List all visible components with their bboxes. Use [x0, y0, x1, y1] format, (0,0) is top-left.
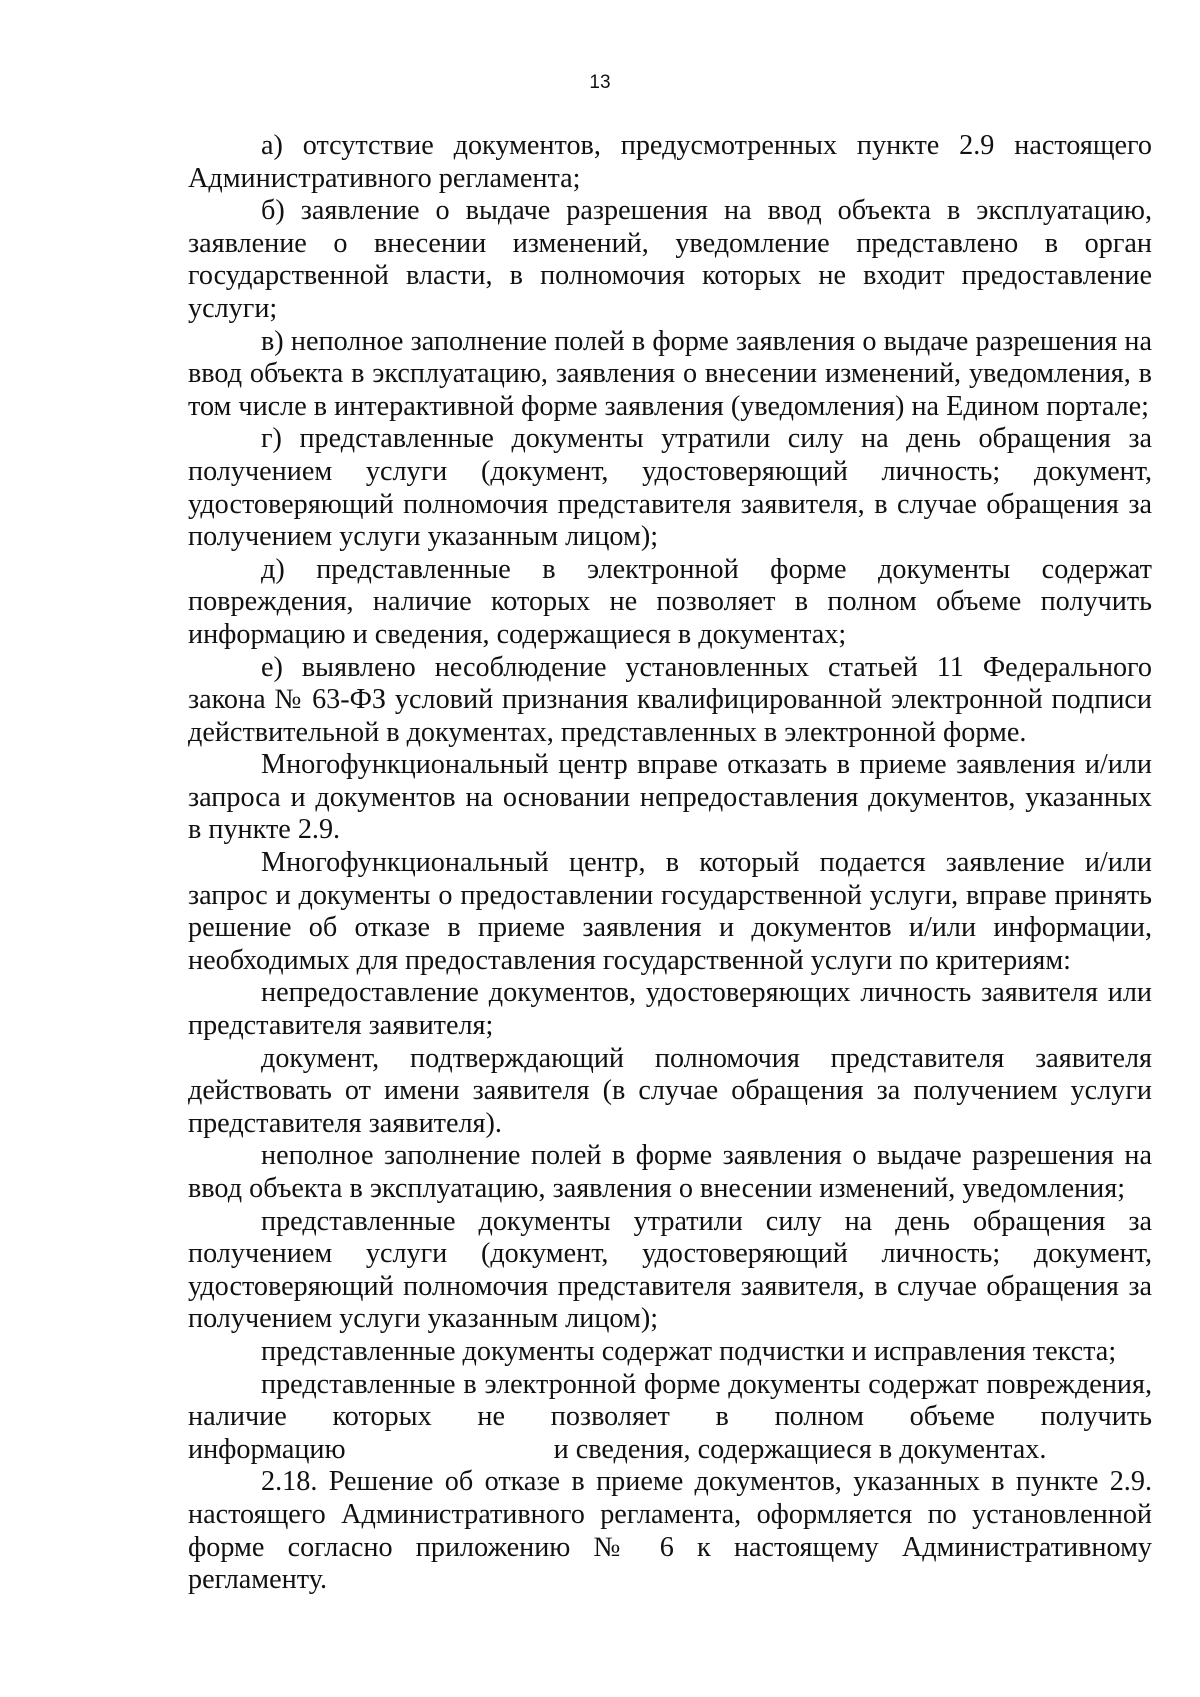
- paragraph-a: а) отсутствие документов, предусмотренных пункте 2.9 настоящего Административного регламента;: [188, 130, 1152, 194]
- criterion-authority: документ, подтверждающий полномочия представителя заявителя действовать от имени заявителя (в случае обращения за получением услуги представителя заявителя).: [188, 1042, 1152, 1139]
- criterion-damaged-text-1: представленные в электронной форме документы содержат повреждения, наличие которых не позволяет в полном объеме получить информацию: [188, 1368, 1152, 1465]
- paragraph-g: г) представленные документы утратили силу на день обращения за получением услуги (документ, удостоверяющий личность; документ, удостоверяющий полномочия представителя заявителя, в случае обращения за получением услуги указанным лицом);: [188, 423, 1152, 553]
- criterion-expired-documents: представленные документы утратили силу на день обращения за получением услуги (документ, удостоверяющий личность; документ, удостоверяющий полномочия представителя заявителя, в случае обращения за получением услуги указанным лицом);: [188, 1205, 1152, 1335]
- paragraph-2-18: 2.18. Решение об отказе в приеме документов, указанных в пункте 2.9. настоящего Административного регламента, оформляется по установленной форме согласно приложению № 6 к настоящему Административному регламенту.: [188, 1466, 1152, 1596]
- criterion-damaged-documents: [188, 1369, 1152, 1467]
- criterion-corrections: представленные документы содержат подчистки и исправления текста;: [261, 1335, 1117, 1367]
- paragraph-mfc-right: Многофункциональный центр вправе отказать в приеме заявления и/или запроса и документов на основании непредоставления документов, указанных в пункте 2.9.: [188, 749, 1152, 846]
- document-body: [188, 130, 1152, 1597]
- paragraph-d: д) представленные в электронной форме документы содержат повреждения, наличие которых не позволяет в полном объеме получить информацию и сведения, содержащиеся в документах;: [188, 553, 1152, 650]
- paragraph-e: е) выявлено несоблюдение установленных статьей 11 Федерального закона № 63-ФЗ условий признания квалифицированной электронной подписи действительной в документах, представленных в электронной форме.: [188, 651, 1152, 748]
- paragraph-mfc-decision: Многофункциональный центр, в который подается заявление и/или запрос и документы о предоставлении государственной услуги, вправе принять решение об отказе в приеме заявления и документов и/или информации, необходимых для предоставления государственной услуги по критериям:: [188, 847, 1152, 976]
- paragraph-b: б) заявление о выдаче разрешения на ввод объекта в эксплуатацию, заявление о внесении изменений, уведомление представлено в орган государственной власти, в полномочия которых не входит предоставление услуги;: [188, 195, 1152, 324]
- page-number: 13: [589, 72, 611, 93]
- paragraph-v: в) неполное заполнение полей в форме заявления о выдаче разрешения на ввод объекта в эксплуатацию, заявления о внесении изменений, уведомления, в том числе в интерактивной форме заявления (уведомления) на Едином портале;: [188, 325, 1152, 422]
- criterion-identity: непредоставление документов, удостоверяющих личность заявителя или представителя заявителя;: [188, 977, 1152, 1042]
- criterion-damaged-text-2: и сведения, содержащиеся в документах.: [553, 1433, 1047, 1465]
- criterion-incomplete-fields: неполное заполнение полей в форме заявления о выдаче разрешения на ввод объекта в эксплуатацию, заявления о внесении изменений, уведомления;: [188, 1140, 1152, 1204]
